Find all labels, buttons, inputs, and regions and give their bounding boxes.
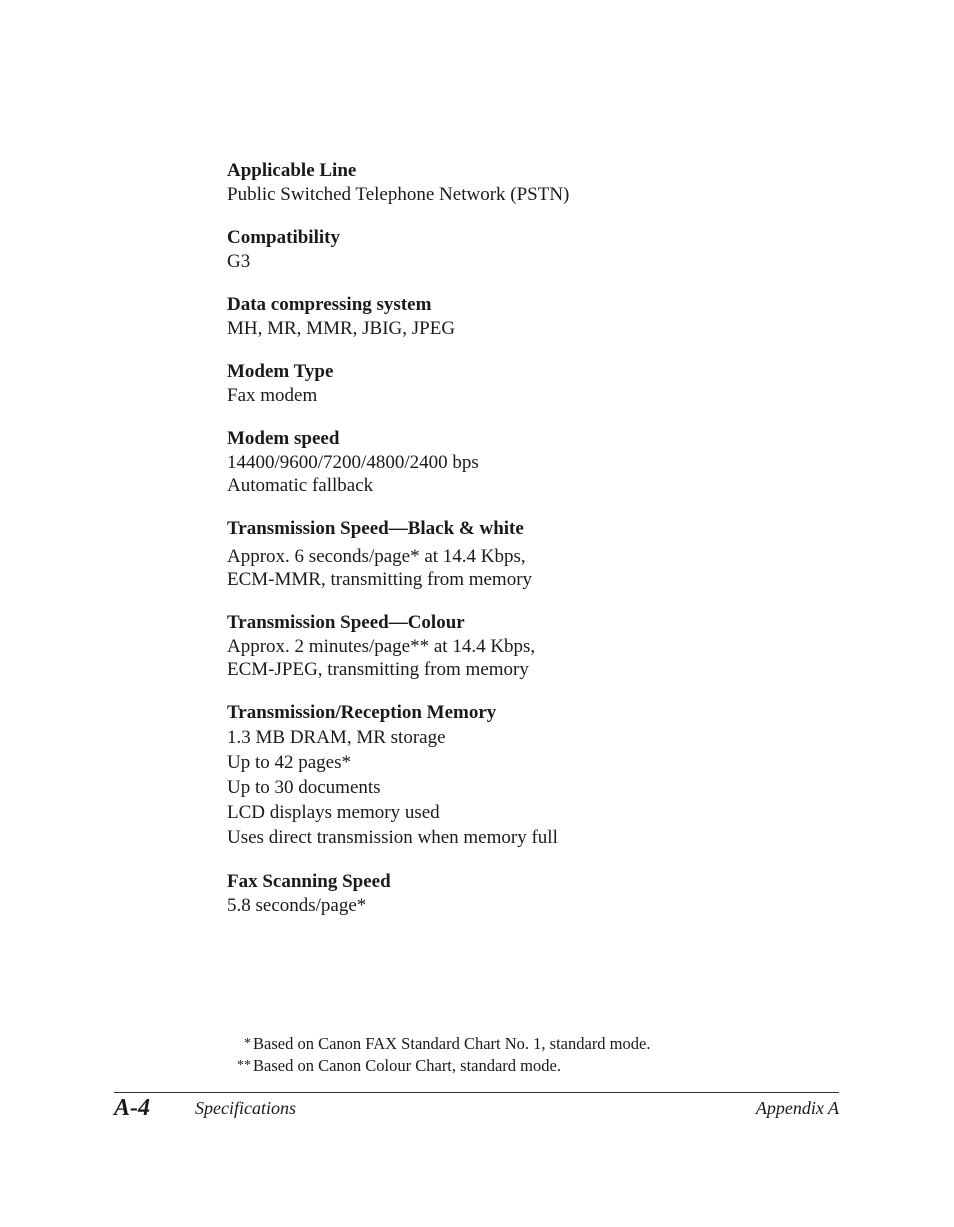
spec-title: Transmission Speed—Black & white <box>227 518 524 539</box>
footer-appendix-label: Appendix A <box>755 1098 839 1118</box>
spec-transmission-speed-colour <box>227 611 867 681</box>
spec-compatibility <box>227 226 867 273</box>
footer-section-title: Specifications <box>195 1098 296 1118</box>
footnote <box>227 1033 847 1055</box>
spec-value: ECM-JPEG, transmitting from memory <box>227 659 529 680</box>
footnote-mark: ** <box>237 1058 251 1073</box>
spec-value: 5.8 seconds/page* <box>227 895 367 916</box>
spec-title: Modem Type <box>227 361 334 382</box>
spec-title: Data compressing system <box>227 294 432 315</box>
spec-value: MH, MR, MMR, JBIG, JPEG <box>227 318 456 339</box>
spec-title: Applicable Line <box>227 160 357 181</box>
spec-value: Approx. 6 seconds/page* at 14.4 Kbps, <box>227 546 526 567</box>
spec-title: Fax Scanning Speed <box>227 871 391 892</box>
spec-modem-type <box>227 360 867 407</box>
spec-value: Fax modem <box>227 385 318 406</box>
spec-applicable-line <box>227 159 867 206</box>
spec-value: Automatic fallback <box>227 475 374 496</box>
spec-value: Approx. 2 minutes/page** at 14.4 Kbps, <box>227 636 536 657</box>
spec-value: 14400/9600/7200/4800/2400 bps <box>227 452 479 473</box>
spec-list <box>227 159 867 937</box>
spec-value: LCD displays memory used <box>227 802 440 823</box>
spec-value: Up to 42 pages* <box>227 752 352 773</box>
spec-title: Transmission Speed—Colour <box>227 612 465 633</box>
page-footer <box>114 1093 839 1123</box>
spec-modem-speed <box>227 427 867 497</box>
page-number: A-4 <box>114 1095 150 1121</box>
footnote <box>227 1055 847 1077</box>
footnote-mark: * <box>244 1036 251 1051</box>
spec-value: Up to 30 documents <box>227 777 381 798</box>
spec-value: ECM-MMR, transmitting from memory <box>227 569 533 590</box>
spec-fax-scanning-speed <box>227 870 867 917</box>
spec-title: Modem speed <box>227 428 340 449</box>
spec-title: Transmission/Reception Memory <box>227 702 497 723</box>
footnotes <box>227 1033 847 1077</box>
spec-value: Uses direct transmission when memory full <box>227 827 558 848</box>
spec-value: Public Switched Telephone Network (PSTN) <box>227 184 570 205</box>
spec-data-compressing-system <box>227 293 867 340</box>
spec-memory <box>227 701 867 850</box>
spec-title: Compatibility <box>227 227 340 248</box>
spec-transmission-speed-bw <box>227 517 867 591</box>
spec-value: 1.3 MB DRAM, MR storage <box>227 727 446 748</box>
footnote-text: Based on Canon FAX Standard Chart No. 1, standard mode. <box>253 1034 651 1053</box>
footnote-text: Based on Canon Colour Chart, standard mode. <box>253 1056 561 1075</box>
spec-value: G3 <box>227 251 251 272</box>
